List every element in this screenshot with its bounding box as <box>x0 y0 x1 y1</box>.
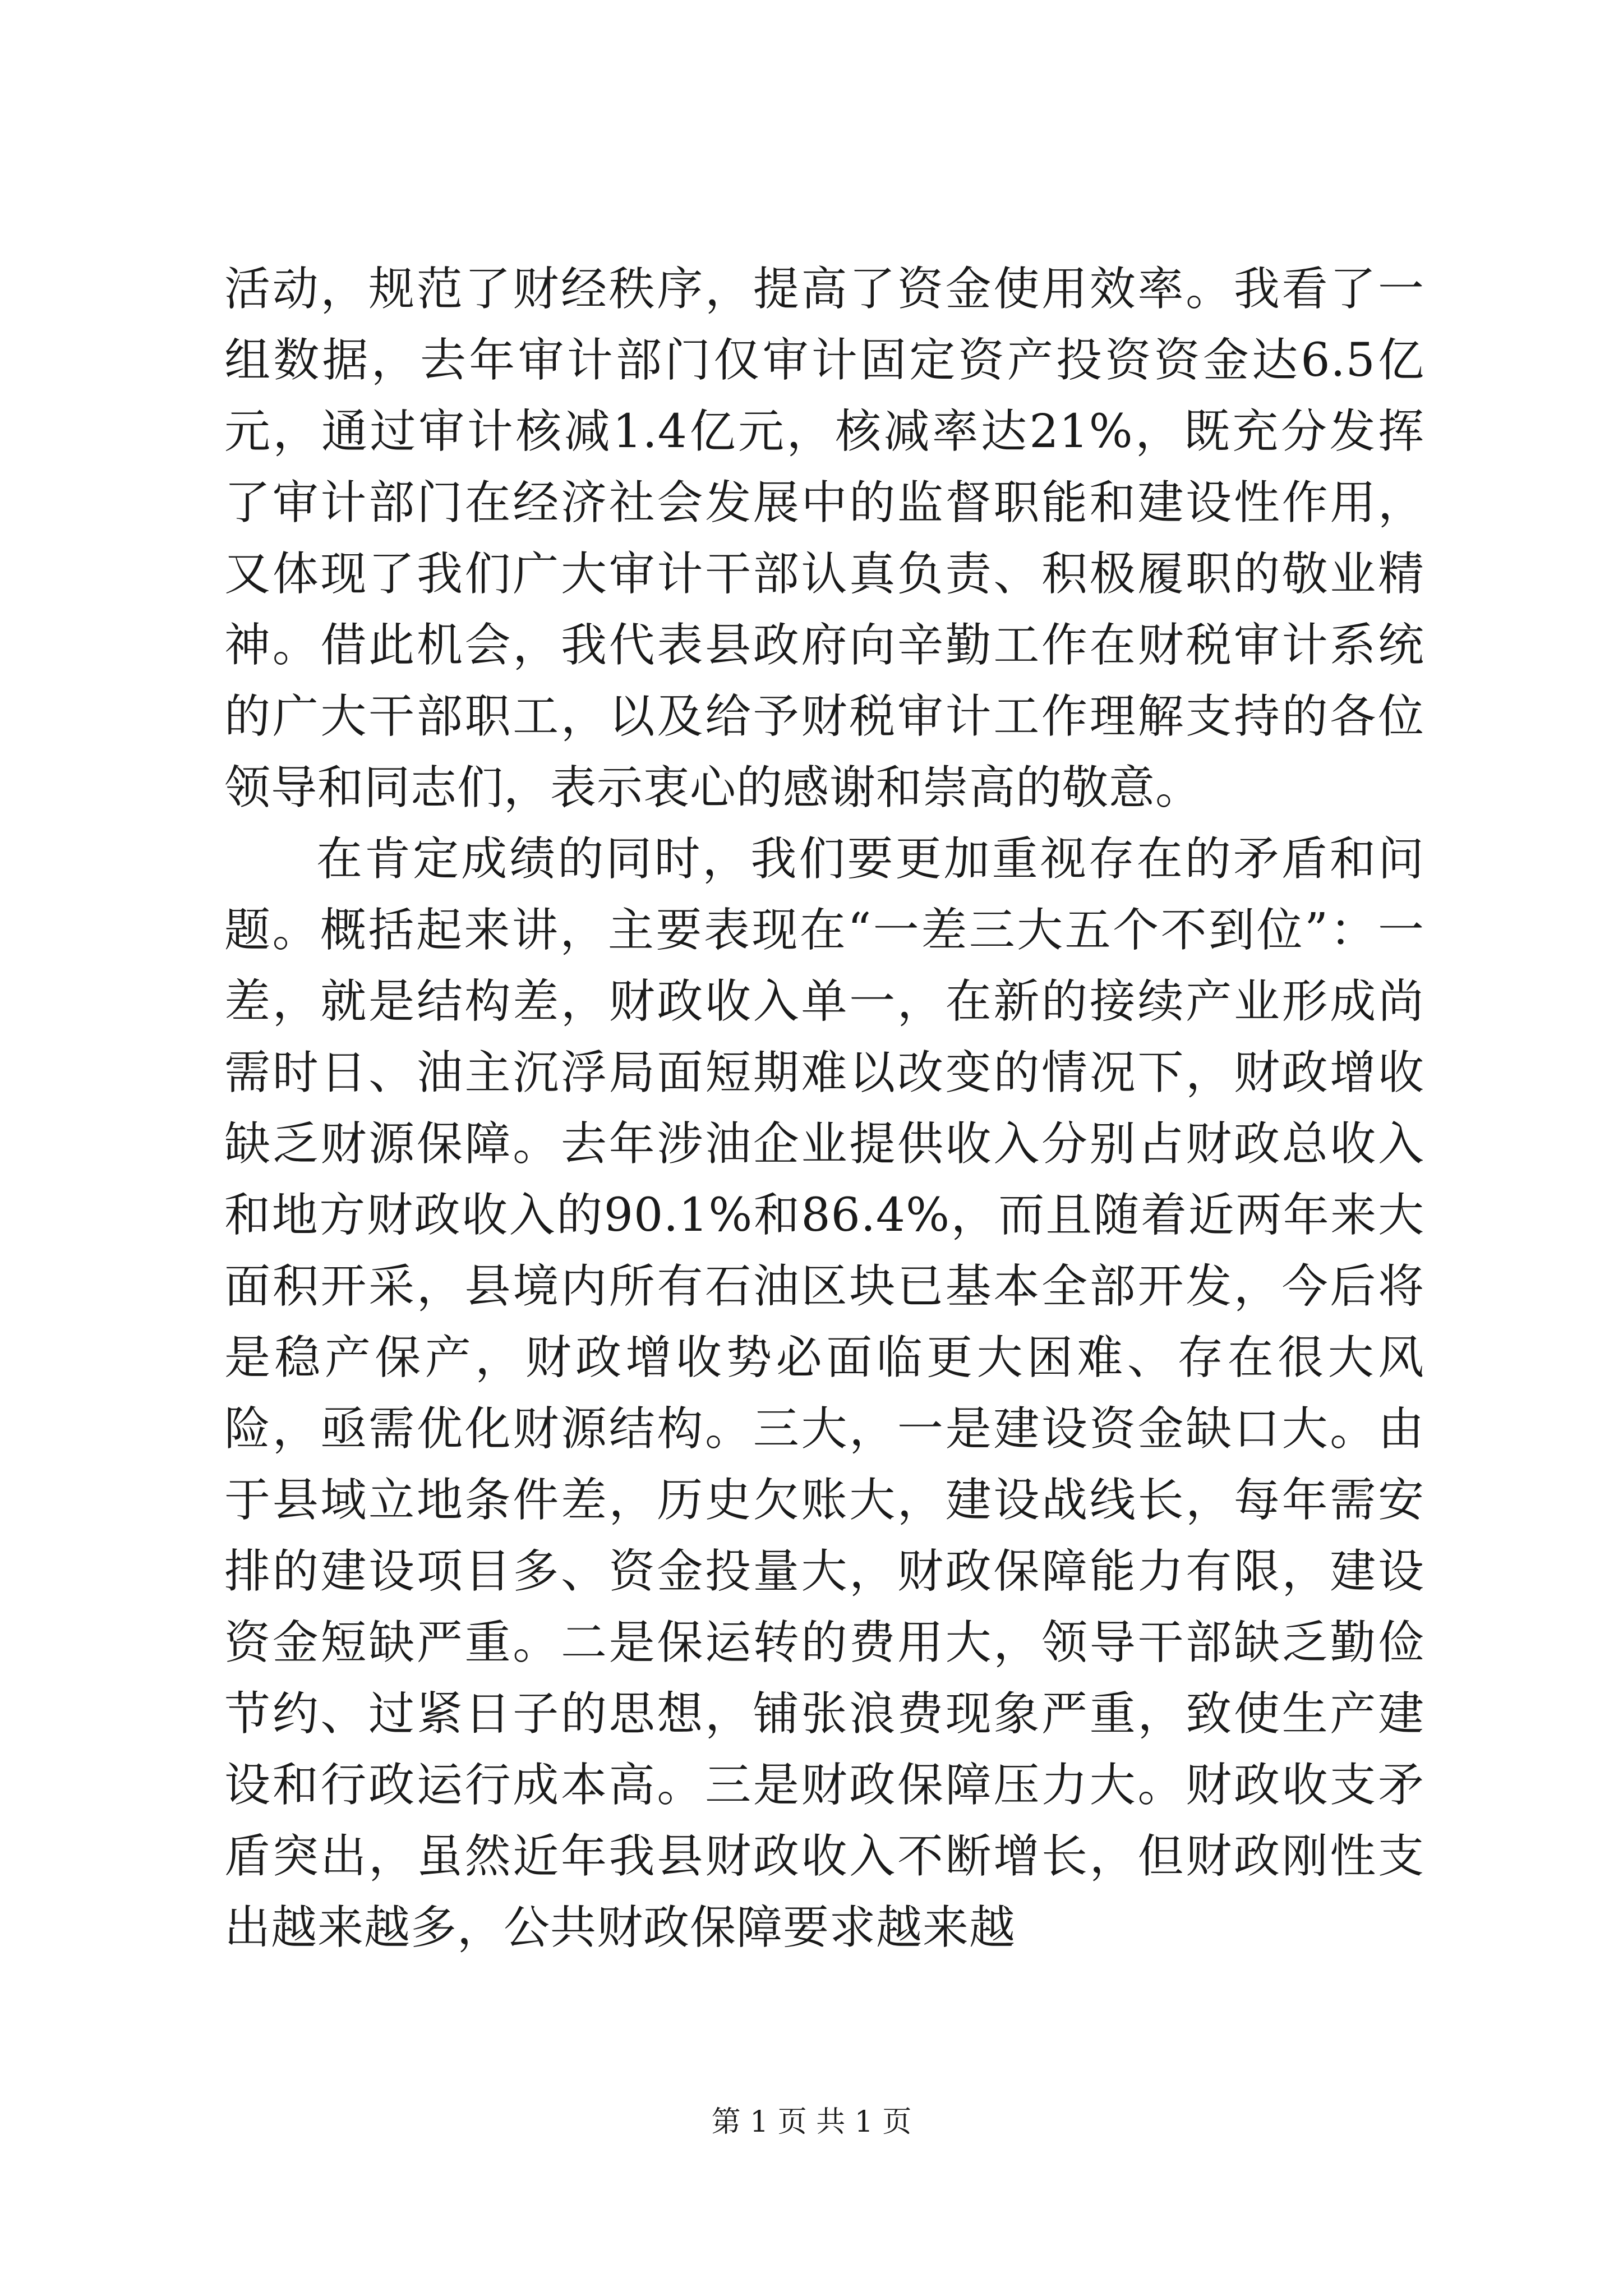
paragraph-2: 在肯定成绩的同时，我们要更加重视存在的矛盾和问题。概括起来讲，主要表现在“一差三大五个不到位”：一差，就是结构差，财政收入单一，在新的接续产业形成尚需时日、油主沉浮局面短期难以改变的情况下，财政增收缺乏财源保障。去年涉油企业提供收入分别占财政总收入和地方财政收入的90.1%和86.4%，而且随着近两年来大面积开采，县境内所有石油区块已基本全部开发，今后将是稳产保产，财政增收势必面临更大困难、存在很大风险，亟需优化财源结构。三大，一是建设资金缺口大。由于县域立地条件差，历史欠账大，建设战线长，每年需安排的建设项目多、资金投量大，财政保障能力有限，建设资金短缺严重。二是保运转的费用大，领导干部缺乏勤俭节约、过紧日子的思想，铺张浪费现象严重，致使生产建设和行政运行成本高。三是财政保障压力大。财政收支矛盾突出，虽然近年我县财政收入不断增长，但财政刚性支出越来越多，公共财政保障要求越来越 <box>224 832 1424 1954</box>
paragraph-1: 活动，规范了财经秩序，提高了资金使用效率。我看了一组数据，去年审计部门仅审计固定资产投资资金达6.5亿元，通过审计核减1.4亿元，核减率达21%，既充分发挥了审计部门在经济社会发展中的监督职能和建设性作用，又体现了我们广大审计干部认真负责、积极履职的敬业精神。借此机会，我代表县政府向辛勤工作在财税审计系统的广大干部职工，以及给予财税审计工作理解支持的各位领导和同志们，表示衷心的感谢和崇高的敬意。 <box>224 263 1424 815</box>
document-body <box>224 254 1424 1963</box>
page-footer: 第 1 页 共 1 页 <box>711 2105 912 2139</box>
